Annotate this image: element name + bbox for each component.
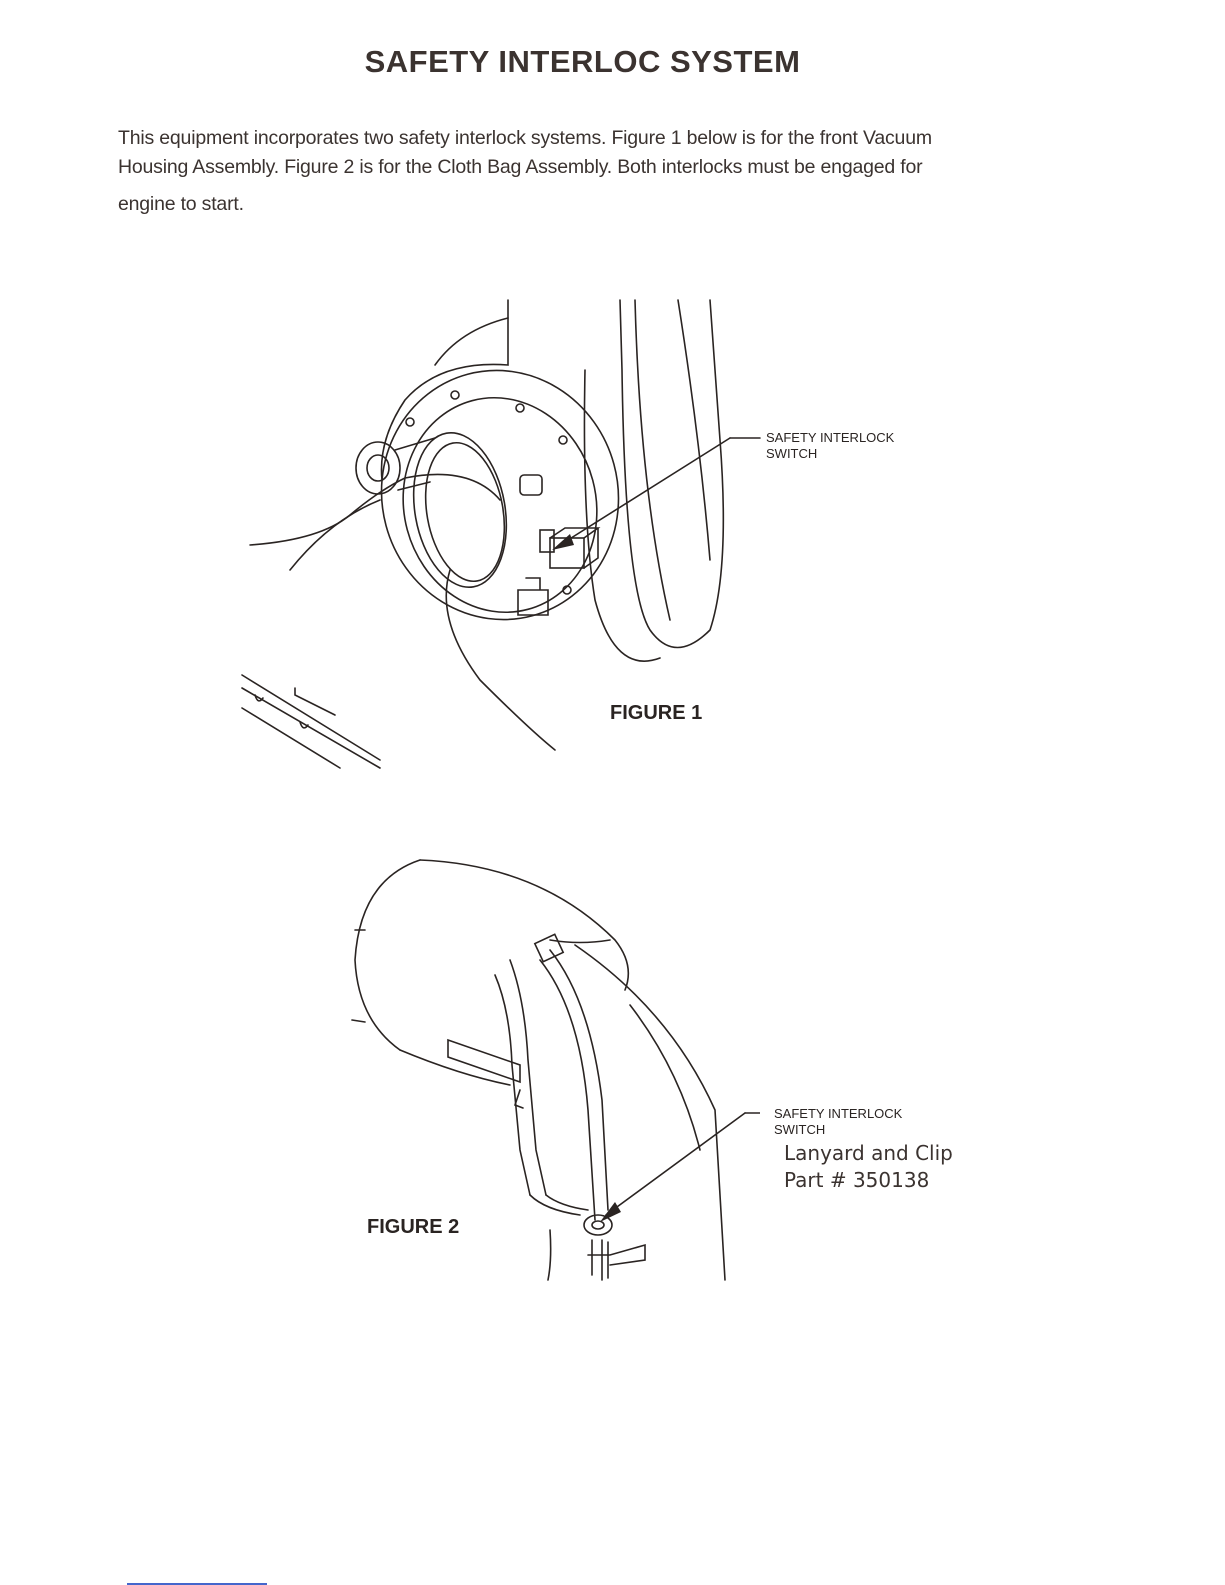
lanyard-part-note (784, 1140, 953, 1194)
lanyard-line-1: Lanyard and Clip (784, 1141, 953, 1165)
figure-2-callout-line-1: SAFETY INTERLOCK (774, 1106, 903, 1121)
intro-line-3: engine to start. (118, 193, 244, 215)
page-title: SAFETY INTERLOC SYSTEM (364, 44, 801, 79)
intro-paragraph (118, 124, 1058, 219)
figure-1-callout-line-1: SAFETY INTERLOCK (766, 430, 895, 445)
lanyard-line-2: Part # 350138 (784, 1168, 930, 1192)
intro-line-1: This equipment incorporates two safety interlock systems. Figure 1 below is for the front Vacuum (118, 127, 932, 149)
figure-2-callout-line-2: SWITCH (774, 1122, 826, 1137)
figure-1-callout (766, 430, 894, 462)
figure-1-callout-line-2: SWITCH (766, 446, 818, 461)
figure-2-callout (774, 1106, 902, 1138)
figure-1-label: FIGURE 1 (610, 702, 703, 724)
figure-2-label: FIGURE 2 (367, 1216, 460, 1238)
figure-1-illustration (230, 290, 930, 770)
intro-line-2: Housing Assembly. Figure 2 is for the Cloth Bag Assembly. Both interlocks must be engaged for (118, 156, 923, 178)
